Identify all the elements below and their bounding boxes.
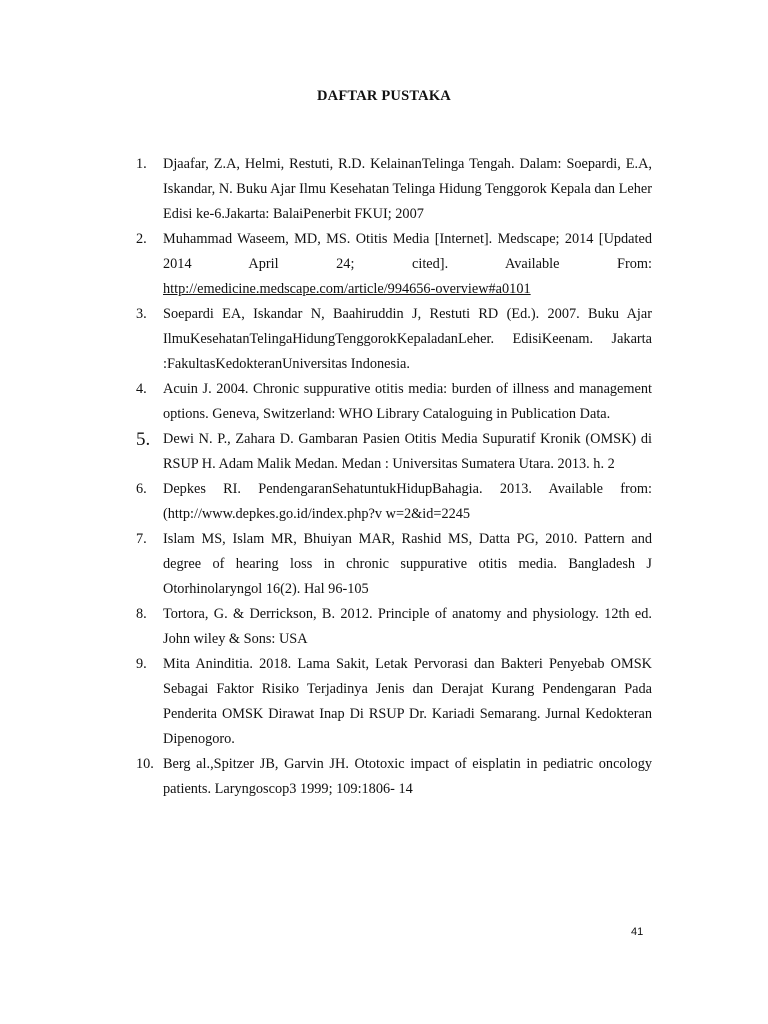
- reference-text: Acuin J. 2004. Chronic suppurative otitis media: burden of illness and management options. Geneva, Switzerland: WHO Library Cataloguing in Publication Data.: [163, 381, 652, 422]
- reference-item: [136, 427, 652, 477]
- reference-item: [136, 752, 652, 802]
- reference-number: 7.: [136, 531, 147, 547]
- reference-number: 2.: [136, 231, 147, 247]
- reference-number: 5.: [136, 429, 151, 450]
- reference-text: Soepardi EA, Iskandar N, Baahiruddin J, Restuti RD (Ed.). 2007. Buku Ajar IlmuKesehatanTelingaHidungTenggorokKepaladanLeher. EdisiKeenam. Jakarta :FakultasKedokteranUniversitas Indonesia.: [163, 306, 652, 372]
- reference-item: [136, 477, 652, 527]
- reference-item: [136, 602, 652, 652]
- reference-item: [136, 152, 652, 227]
- reference-number: 4.: [136, 381, 147, 397]
- page-title: DAFTAR PUSTAKA: [317, 88, 451, 104]
- reference-text: Islam MS, Islam MR, Bhuiyan MAR, Rashid MS, Datta PG, 2010. Pattern and degree of hearing loss in chronic suppurative otitis media. Bangladesh J Otorhinolaryngol 16(2). Hal 96-105: [163, 531, 652, 597]
- reference-list: [136, 152, 652, 802]
- reference-number: 8.: [136, 606, 147, 622]
- reference-item: [136, 377, 652, 427]
- reference-text: Dewi N. P., Zahara D. Gambaran Pasien Otitis Media Supuratif Kronik (OMSK) di RSUP H. Adam Malik Medan. Medan : Universitas Sumatera Utara. 2013. h. 2: [163, 431, 652, 472]
- reference-number: 6.: [136, 481, 147, 497]
- reference-link[interactable]: http://emedicine.medscape.com/article/994656-overview#a0101: [163, 281, 531, 297]
- page-number: 41: [631, 926, 644, 938]
- reference-number: 3.: [136, 306, 147, 322]
- reference-number: 10.: [136, 756, 154, 772]
- reference-text: Depkes RI. PendengaranSehatuntukHidupBahagia. 2013. Available from: (http://www.depkes.go.id/index.php?v w=2&id=2245: [163, 481, 652, 522]
- reference-text: Muhammad Waseem, MD, MS. Otitis Media [Internet]. Medscape; 2014 [Updated 2014 April 24; cited]. Available From:: [163, 231, 652, 272]
- reference-number: 9.: [136, 656, 147, 672]
- reference-number: 1.: [136, 156, 147, 172]
- reference-text: Tortora, G. & Derrickson, B. 2012. Principle of anatomy and physiology. 12th ed. John wiley & Sons: USA: [163, 606, 652, 647]
- reference-text-block: [163, 227, 652, 302]
- reference-text: Djaafar, Z.A, Helmi, Restuti, R.D. KelainanTelinga Tengah. Dalam: Soepardi, E.A, Iskandar, N. Buku Ajar Ilmu Kesehatan Telinga Hidung Tenggorok Kepala dan Leher Edisi ke-6.Jakarta: BalaiPenerbit FKUI; 2007: [163, 156, 652, 222]
- reference-item: [136, 652, 652, 752]
- reference-item: [136, 527, 652, 602]
- reference-text: Mita Aninditia. 2018. Lama Sakit, Letak Pervorasi dan Bakteri Penyebab OMSK Sebagai Faktor Risiko Terjadinya Jenis dan Derajat Kurang Pendengaran Pada Penderita OMSK Dirawat Inap Di RSUP Dr. Kariadi Semarang. Jurnal Kedokteran Dipenogoro.: [163, 656, 652, 747]
- reference-text: Berg al.,Spitzer JB, Garvin JH. Ototoxic impact of eisplatin in pediatric oncology patients. Laryngoscop3 1999; 109:1806- 14: [163, 756, 652, 797]
- reference-item: [136, 227, 652, 302]
- reference-item: [136, 302, 652, 377]
